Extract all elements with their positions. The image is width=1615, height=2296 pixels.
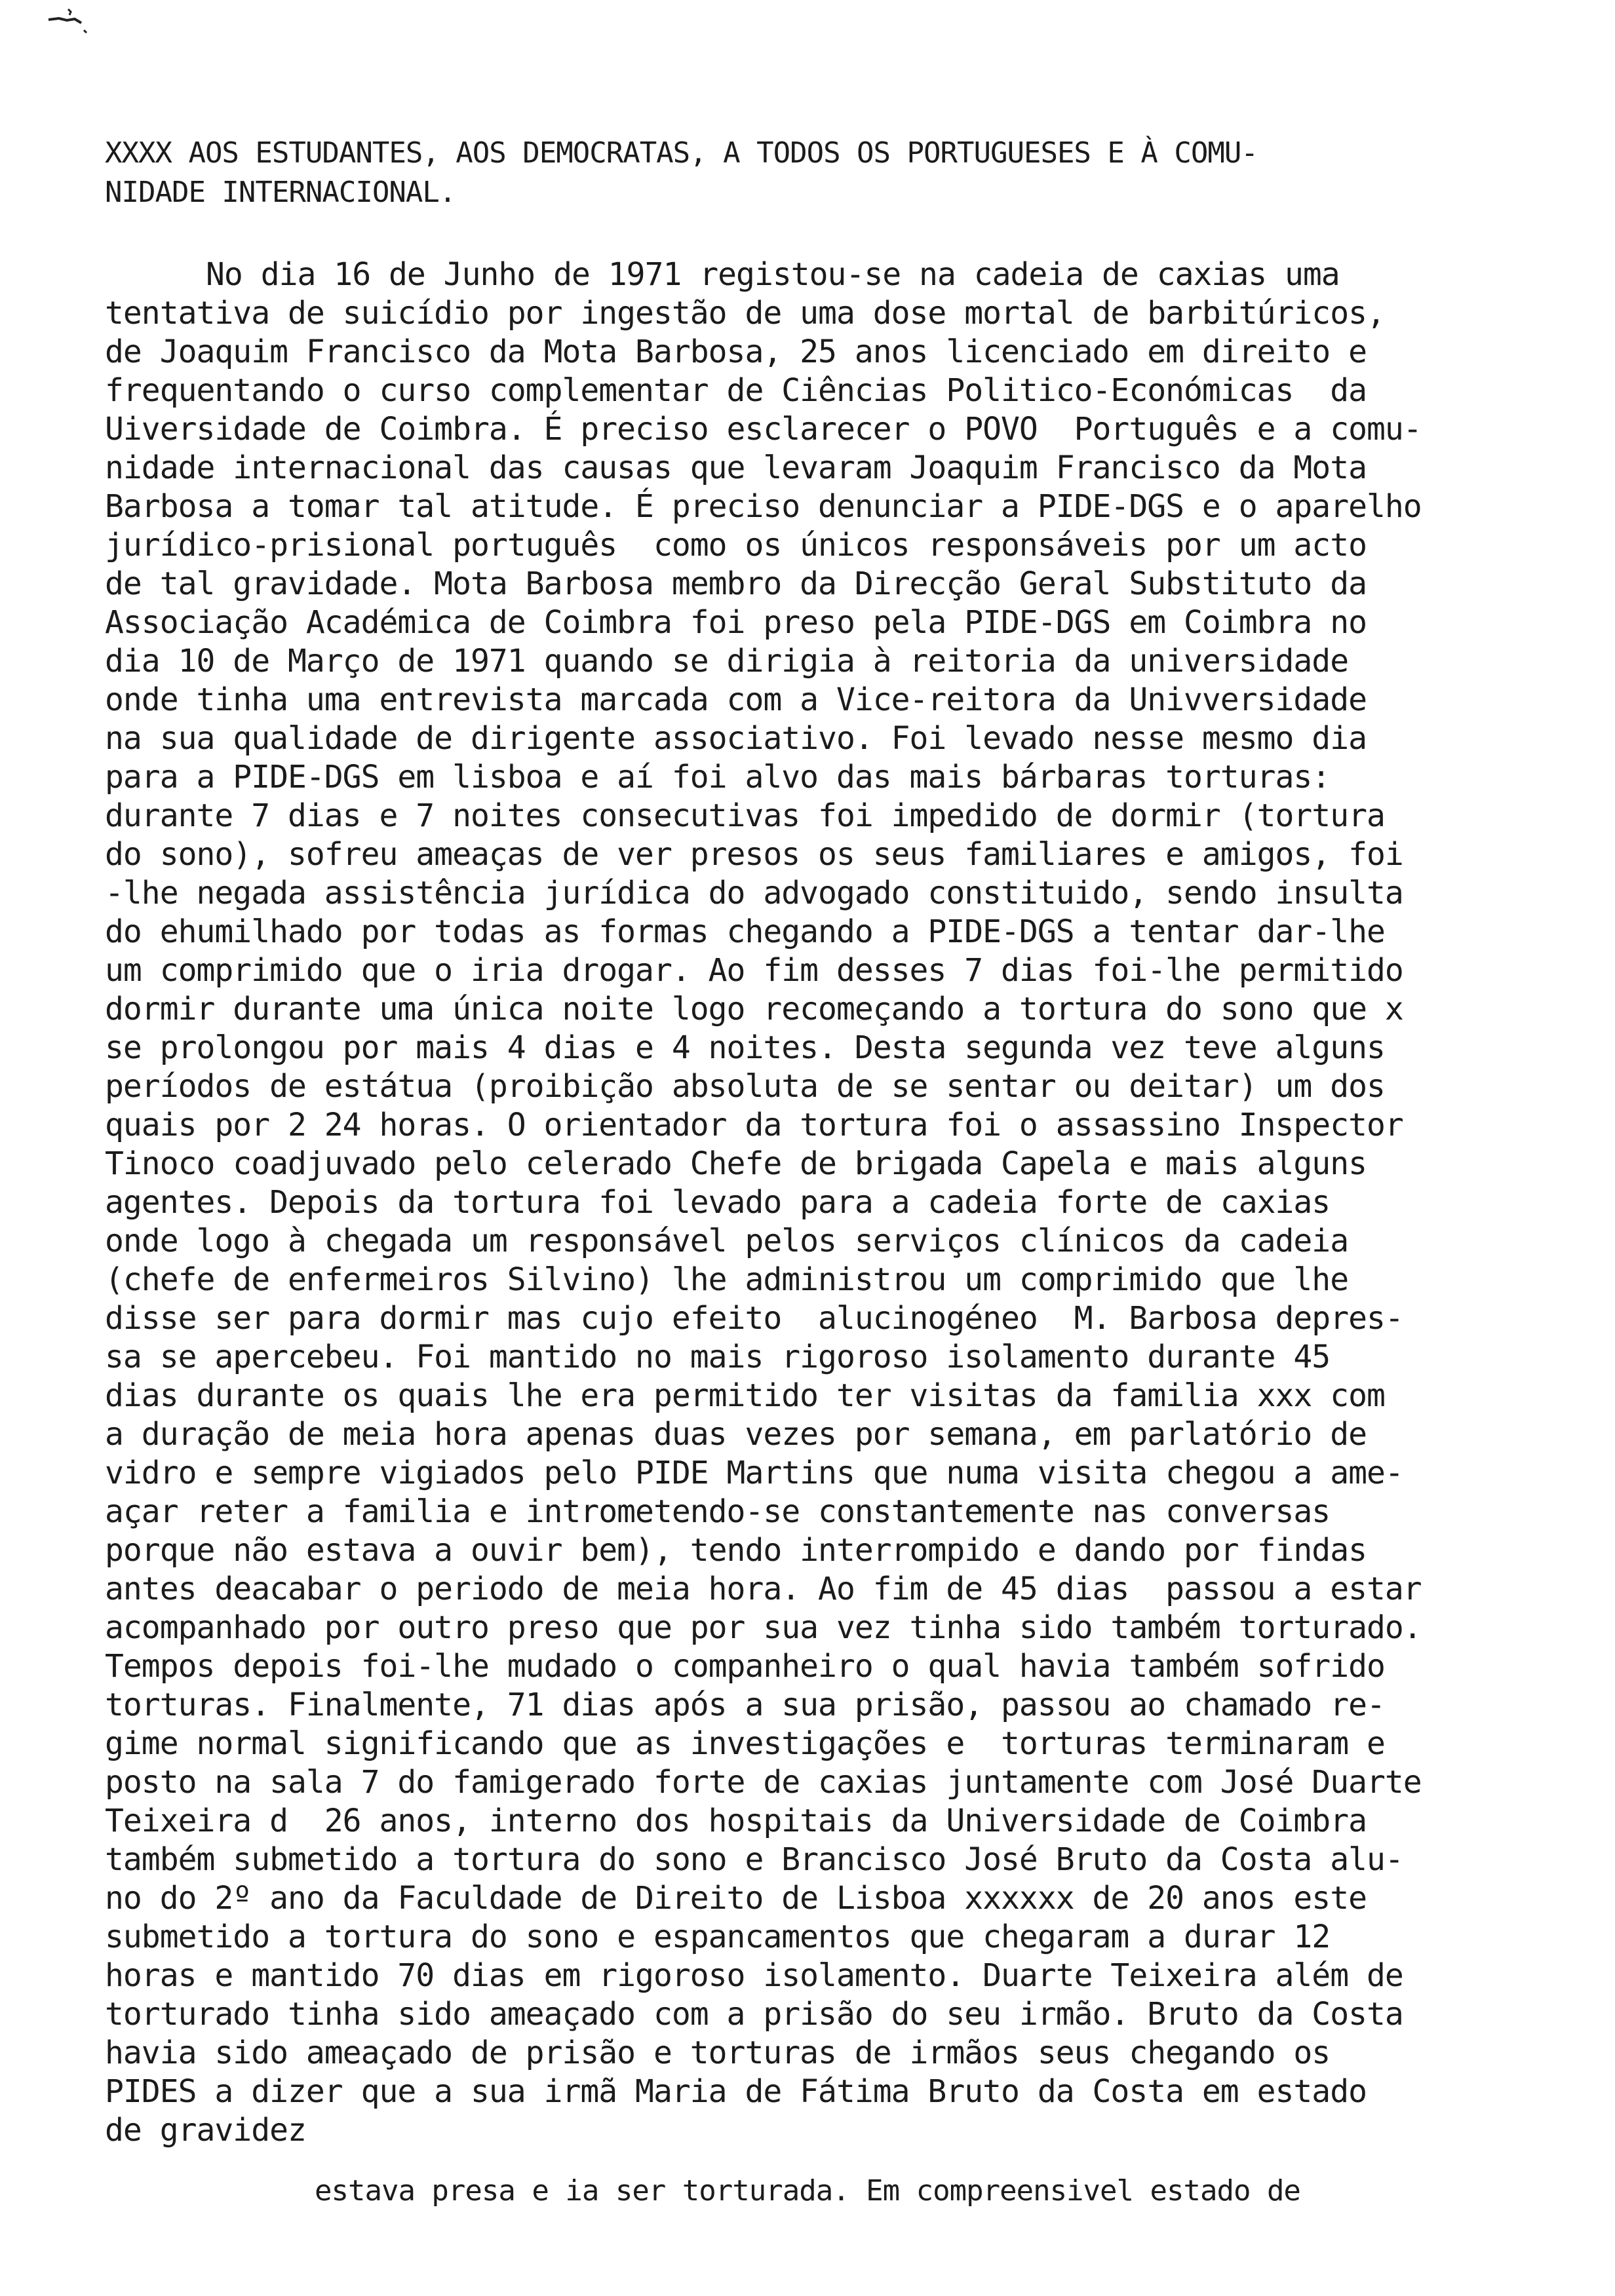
body-line: Uiversidade de Coimbra. É preciso esclarecer o POVO Português e a comu- — [105, 411, 1422, 448]
body-line: dias durante os quais lhe era permitido ter visitas da familia xxx com — [105, 1377, 1385, 1414]
heading-line-2: NIDADE INTERNACIONAL. — [105, 176, 456, 209]
body-last-line: estava presa e ia ser torturada. Em compreensivel estado de — [315, 2174, 1300, 2208]
body-line: gime normal significando que as investigações e torturas terminaram e — [105, 1725, 1385, 1762]
body-line: Teixeira d 26 anos, interno dos hospitais da Universidade de Coimbra — [105, 1803, 1367, 1839]
body-line: torturado tinha sido ameaçado com a prisão do seu irmão. Bruto da Costa — [105, 1996, 1403, 2033]
body-line: No dia 16 de Junho de 1971 registou-se na cadeia de caxias uma — [206, 256, 1340, 293]
body-line: do ehumilhado por todas as formas chegando a PIDE-DGS a tentar dar-lhe — [105, 913, 1385, 950]
body-line: torturas. Finalmente, 71 dias após a sua prisão, passou ao chamado re- — [105, 1687, 1385, 1723]
body-line: a duração de meia hora apenas duas vezes por semana, em parlatório de — [105, 1416, 1367, 1453]
body-line: se prolongou por mais 4 dias e 4 noites. Desta segunda vez teve alguns — [105, 1029, 1385, 1066]
body-line: de gravidez — [105, 2112, 306, 2149]
body-line: Associação Académica de Coimbra foi preso pela PIDE-DGS em Coimbra no — [105, 604, 1367, 641]
body-line: um comprimido que o iria drogar. Ao fim desses 7 dias foi-lhe permitido — [105, 952, 1403, 989]
body-line: vidro e sempre vigiados pelo PIDE Martins que numa visita chegou a ame- — [105, 1455, 1403, 1491]
body-line: no do 2º ano da Faculdade de Direito de Lisboa xxxxxx de 20 anos este — [105, 1880, 1367, 1917]
body-line: Tinoco coadjuvado pelo celerado Chefe de brigada Capela e mais alguns — [105, 1145, 1367, 1182]
heading-line-1: XXXX AOS ESTUDANTES, AOS DEMOCRATAS, A TODOS OS PORTUGUESES E À COMU- — [105, 136, 1258, 170]
body-line: (chefe de enfermeiros Silvino) lhe administrou um comprimido que lhe — [105, 1261, 1349, 1298]
body-line: disse ser para dormir mas cujo efeito alucinogéneo M. Barbosa depres- — [105, 1300, 1403, 1337]
body-line: para a PIDE-DGS em lisboa e aí foi alvo das mais bárbaras torturas: — [105, 759, 1331, 795]
body-line: sa se apercebeu. Foi mantido no mais rigoroso isolamento durante 45 — [105, 1339, 1331, 1375]
body-line: Barbosa a tomar tal atitude. É preciso denunciar a PIDE-DGS e o aparelho — [105, 488, 1422, 525]
body-line: tentativa de suicídio por ingestão de uma dose mortal de barbitúricos, — [105, 295, 1385, 332]
body-line: frequentando o curso complementar de Ciências Politico-Económicas da — [105, 372, 1367, 409]
body-line: açar reter a familia e intrometendo-se constantemente nas conversas — [105, 1493, 1331, 1530]
body-line: nidade internacional das causas que levaram Joaquim Francisco da Mota — [105, 450, 1367, 486]
body-line: porque não estava a ouvir bem), tendo interrompido e dando por findas — [105, 1532, 1367, 1569]
body-line: acompanhado por outro preso que por sua vez tinha sido também torturado. — [105, 1609, 1422, 1646]
body-line: também submetido a tortura do sono e Brancisco José Bruto da Costa alu- — [105, 1841, 1403, 1878]
body-line: havia sido ameaçado de prisão e torturas de irmãos seus chegando os — [105, 2035, 1331, 2071]
body-line: jurídico-prisional português como os únicos responsáveis por um acto — [105, 527, 1367, 564]
body-line: PIDES a dizer que a sua irmã Maria de Fátima Bruto da Costa em estado — [105, 2073, 1367, 2110]
body-line: durante 7 dias e 7 noites consecutivas foi impedido de dormir (tortura — [105, 797, 1385, 834]
body-line: posto na sala 7 do famigerado forte de caxias juntamente com José Duarte — [105, 1764, 1422, 1801]
body-line: dia 10 de Março de 1971 quando se dirigia à reitoria da universidade — [105, 643, 1349, 679]
body-line: na sua qualidade de dirigente associativo. Foi levado nesse mesmo dia — [105, 720, 1367, 757]
body-line: onde logo à chegada um responsável pelos serviços clínicos da cadeia — [105, 1223, 1349, 1259]
body-line: do sono), sofreu ameaças de ver presos os seus familiares e amigos, foi — [105, 836, 1403, 873]
body-line: períodos de estátua (proibição absoluta de se sentar ou deitar) um dos — [105, 1068, 1385, 1105]
body-line: onde tinha uma entrevista marcada com a Vice-reitora da Univversidade — [105, 681, 1367, 718]
body-line: Tempos depois foi-lhe mudado o companheiro o qual havia também sofrido — [105, 1648, 1385, 1685]
body-line: horas e mantido 70 dias em rigoroso isolamento. Duarte Teixeira além de — [105, 1957, 1403, 1994]
body-line: submetido a tortura do sono e espancamentos que chegaram a durar 12 — [105, 1919, 1331, 1955]
body-line: dormir durante uma única noite logo recomeçando a tortura do sono que x — [105, 991, 1403, 1027]
body-line: antes deacabar o periodo de meia hora. Ao fim de 45 dias passou a estar — [105, 1571, 1422, 1607]
body-line: agentes. Depois da tortura foi levado para a cadeia forte de caxias — [105, 1184, 1331, 1221]
body-line: de tal gravidade. Mota Barbosa membro da Direcção Geral Substituto da — [105, 565, 1367, 602]
body-line: -lhe negada assistência jurídica do advogado constituido, sendo insulta — [105, 875, 1403, 911]
corner-scribble-mark — [41, 3, 93, 35]
body-line: de Joaquim Francisco da Mota Barbosa, 25 anos licenciado em direito e — [105, 334, 1367, 370]
body-line: quais por 2 24 horas. O orientador da tortura foi o assassino Inspector — [105, 1107, 1403, 1143]
